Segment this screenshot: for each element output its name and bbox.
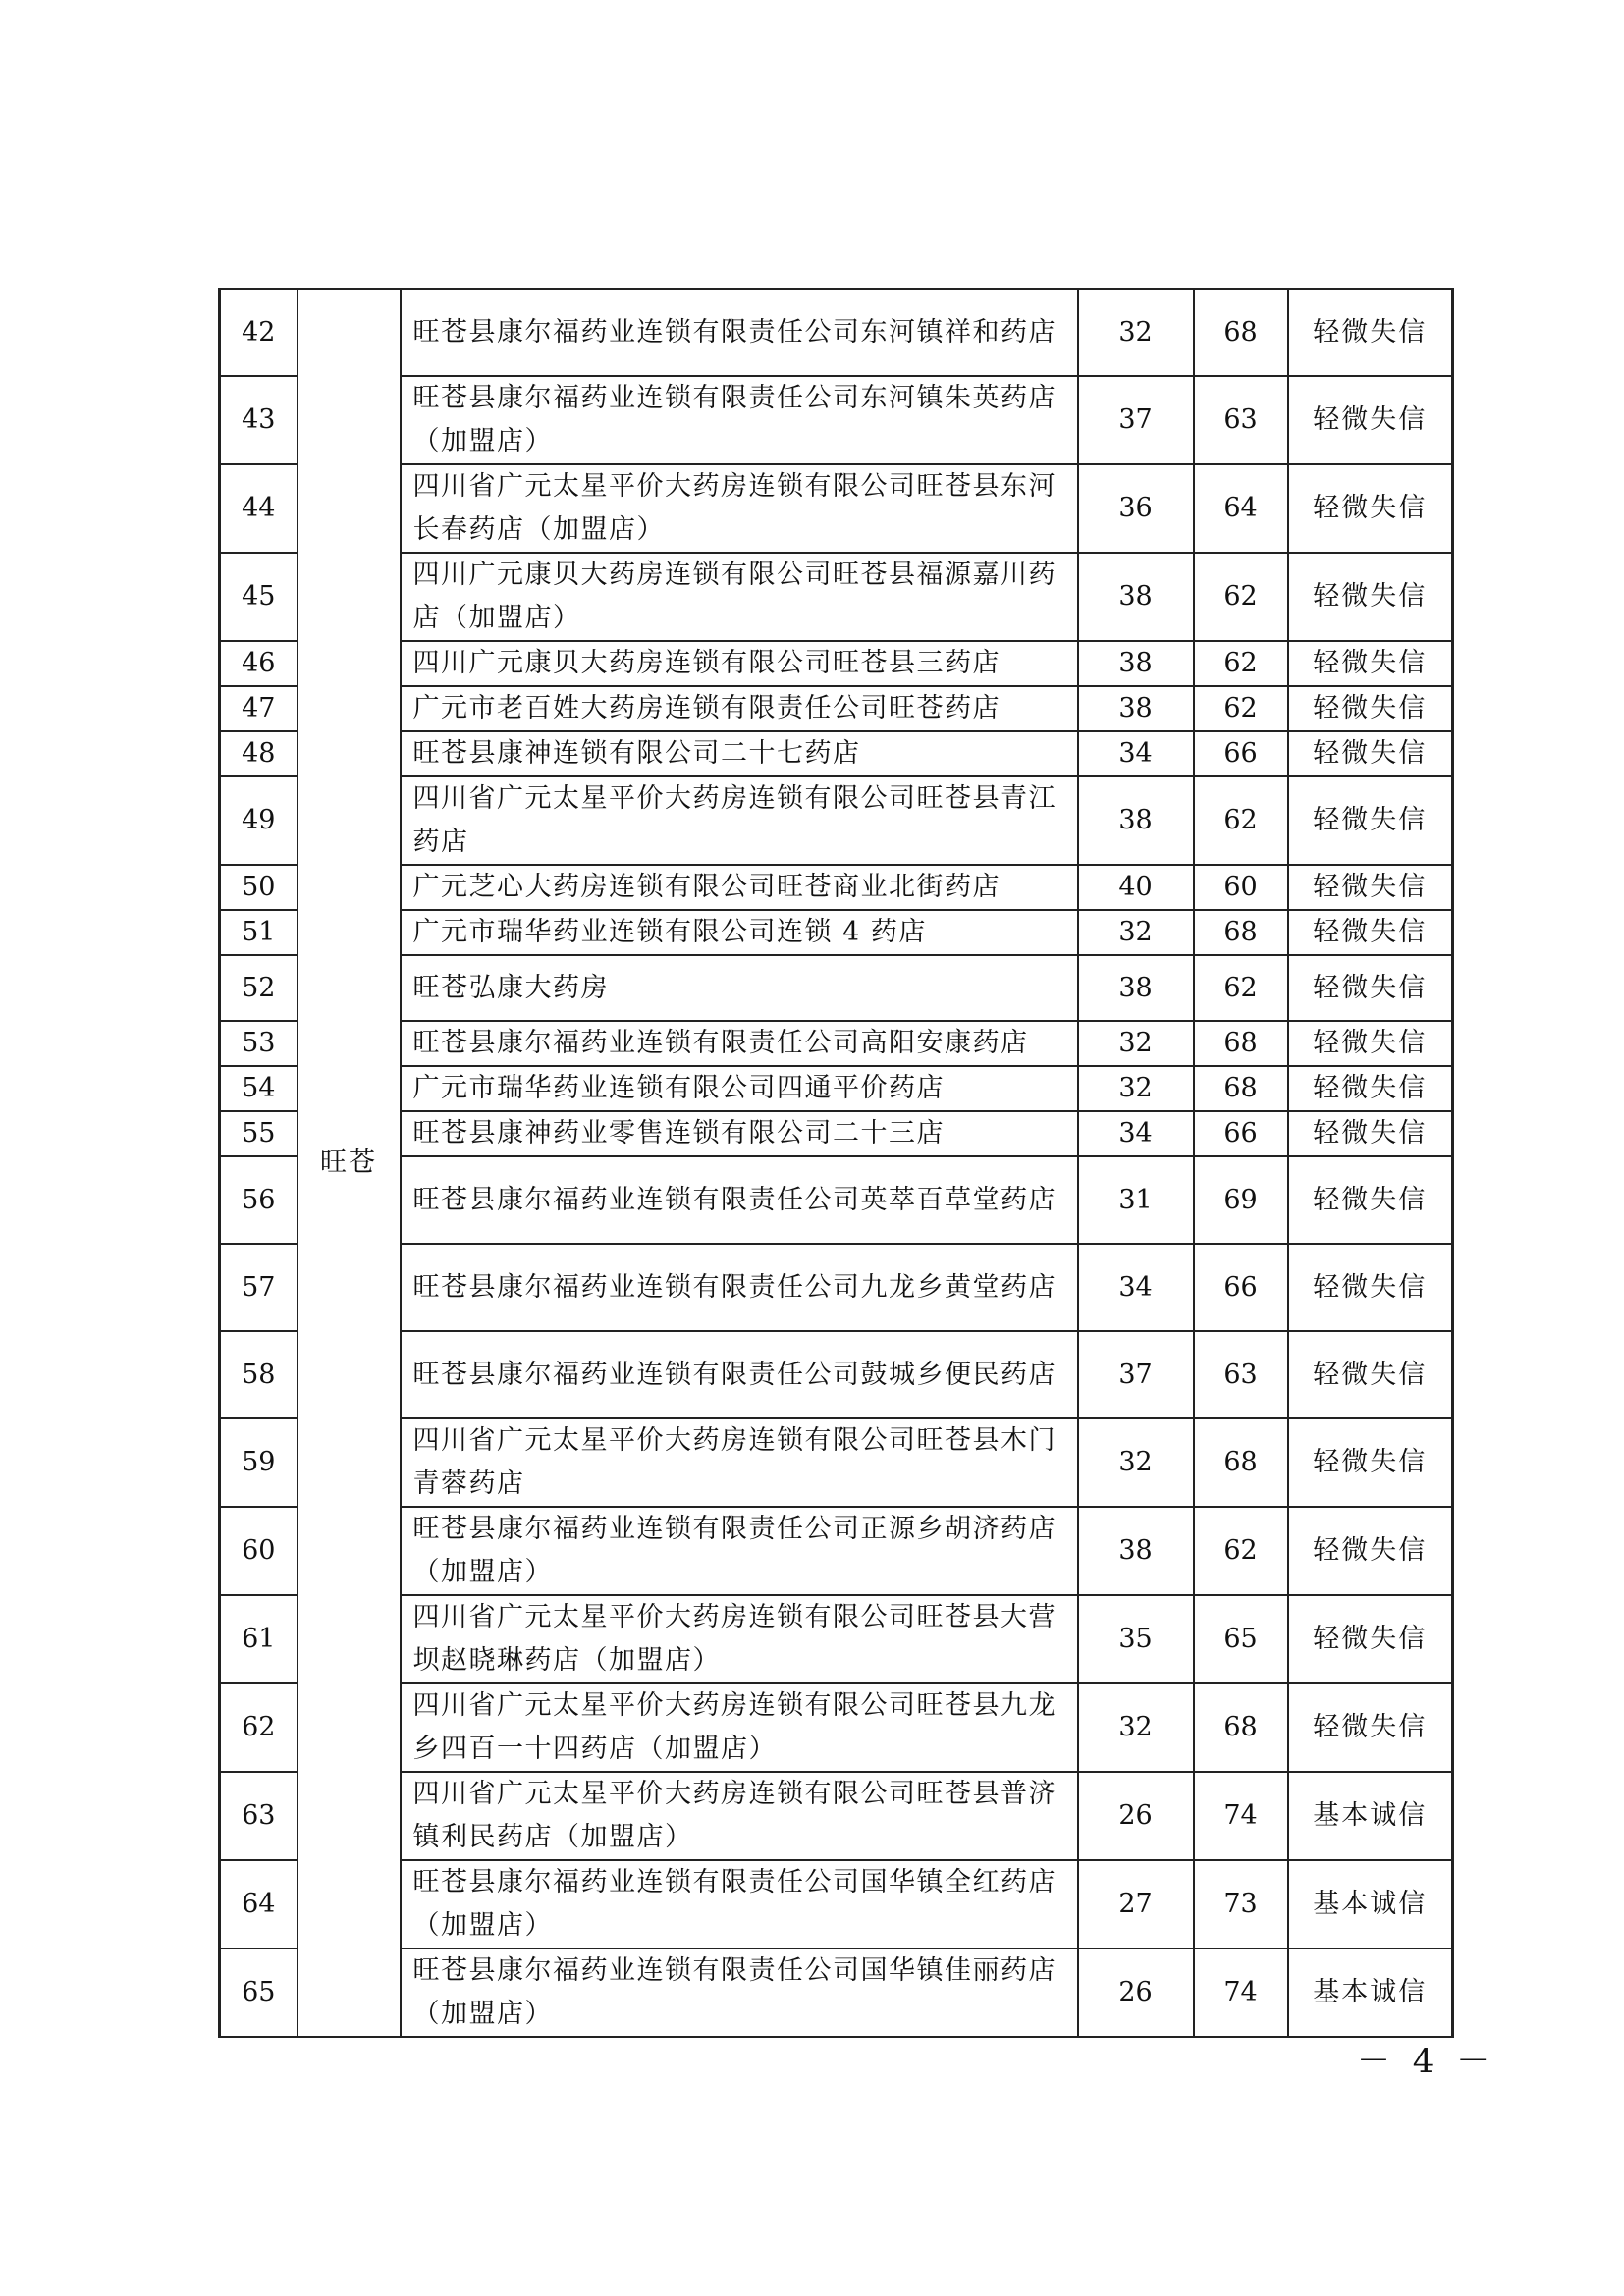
table-row <box>220 1066 1453 1111</box>
table-row <box>220 1595 1453 1683</box>
pharmacy-name: 四川广元康贝大药房连锁有限公司旺苍县三药店 <box>401 641 1078 686</box>
pharmacy-name: 四川省广元太星平价大药房连锁有限公司旺苍县普济镇利民药店（加盟店） <box>401 1772 1078 1860</box>
score-a: 38 <box>1078 641 1194 686</box>
table-row <box>220 1331 1453 1418</box>
table-row <box>220 1021 1453 1066</box>
score-a: 32 <box>1078 910 1194 955</box>
score-b: 62 <box>1194 553 1288 641</box>
pharmacy-name: 广元市老百姓大药房连锁有限责任公司旺苍药店 <box>401 686 1078 731</box>
table-row <box>220 1156 1453 1244</box>
pharmacy-name: 旺苍县康尔福药业连锁有限责任公司国华镇佳丽药店（加盟店） <box>401 1949 1078 2037</box>
credit-level: 轻微失信 <box>1288 376 1453 464</box>
score-a: 32 <box>1078 1418 1194 1507</box>
pharmacy-name: 旺苍弘康大药房 <box>401 955 1078 1021</box>
score-b: 68 <box>1194 1066 1288 1111</box>
score-b: 65 <box>1194 1595 1288 1683</box>
score-b: 62 <box>1194 641 1288 686</box>
row-number: 63 <box>220 1772 298 1860</box>
score-b: 66 <box>1194 1244 1288 1331</box>
score-b: 68 <box>1194 910 1288 955</box>
row-number: 57 <box>220 1244 298 1331</box>
pharmacy-name: 旺苍县康尔福药业连锁有限责任公司英萃百草堂药店 <box>401 1156 1078 1244</box>
pharmacy-name: 旺苍县康神连锁有限公司二十七药店 <box>401 731 1078 776</box>
score-a: 35 <box>1078 1595 1194 1683</box>
score-a: 37 <box>1078 376 1194 464</box>
credit-level: 轻微失信 <box>1288 1507 1453 1595</box>
row-number: 65 <box>220 1949 298 2037</box>
score-a: 32 <box>1078 289 1194 376</box>
row-number: 51 <box>220 910 298 955</box>
row-number: 48 <box>220 731 298 776</box>
score-a: 36 <box>1078 464 1194 553</box>
table-row <box>220 376 1453 464</box>
row-number: 50 <box>220 865 298 910</box>
score-a: 26 <box>1078 1949 1194 2037</box>
row-number: 59 <box>220 1418 298 1507</box>
credit-level: 轻微失信 <box>1288 776 1453 865</box>
score-b: 66 <box>1194 1111 1288 1156</box>
score-a: 27 <box>1078 1860 1194 1949</box>
pharmacy-name: 旺苍县康尔福药业连锁有限责任公司高阳安康药店 <box>401 1021 1078 1066</box>
row-number: 56 <box>220 1156 298 1244</box>
credit-level: 轻微失信 <box>1288 553 1453 641</box>
score-a: 38 <box>1078 686 1194 731</box>
score-b: 64 <box>1194 464 1288 553</box>
credit-level: 轻微失信 <box>1288 731 1453 776</box>
score-b: 68 <box>1194 1021 1288 1066</box>
pharmacy-name: 四川广元康贝大药房连锁有限公司旺苍县福源嘉川药店（加盟店） <box>401 553 1078 641</box>
table-row <box>220 1111 1453 1156</box>
row-number: 46 <box>220 641 298 686</box>
credit-level: 轻微失信 <box>1288 1244 1453 1331</box>
table-row <box>220 1772 1453 1860</box>
credit-level: 基本诚信 <box>1288 1772 1453 1860</box>
score-b: 63 <box>1194 1331 1288 1418</box>
row-number: 61 <box>220 1595 298 1683</box>
score-b: 62 <box>1194 776 1288 865</box>
score-b: 74 <box>1194 1772 1288 1860</box>
pharmacy-name: 四川省广元太星平价大药房连锁有限公司旺苍县青江药店 <box>401 776 1078 865</box>
table-row <box>220 553 1453 641</box>
table-row <box>220 289 1453 376</box>
credit-level: 轻微失信 <box>1288 1111 1453 1156</box>
credit-rating-table <box>218 288 1454 2038</box>
score-a: 34 <box>1078 731 1194 776</box>
table-row <box>220 731 1453 776</box>
credit-level: 轻微失信 <box>1288 1066 1453 1111</box>
score-b: 68 <box>1194 1683 1288 1772</box>
row-number: 43 <box>220 376 298 464</box>
score-b: 74 <box>1194 1949 1288 2037</box>
score-a: 38 <box>1078 553 1194 641</box>
pharmacy-name: 旺苍县康尔福药业连锁有限责任公司正源乡胡济药店（加盟店） <box>401 1507 1078 1595</box>
score-b: 68 <box>1194 289 1288 376</box>
table-row <box>220 1507 1453 1595</box>
row-number: 64 <box>220 1860 298 1949</box>
credit-level: 轻微失信 <box>1288 641 1453 686</box>
row-number: 60 <box>220 1507 298 1595</box>
credit-level: 轻微失信 <box>1288 1595 1453 1683</box>
score-b: 62 <box>1194 1507 1288 1595</box>
table-row <box>220 1683 1453 1772</box>
page-number: － 4 － <box>1357 2042 1496 2081</box>
score-a: 37 <box>1078 1331 1194 1418</box>
pharmacy-name: 四川省广元太星平价大药房连锁有限公司旺苍县大营坝赵晓琳药店（加盟店） <box>401 1595 1078 1683</box>
credit-level: 基本诚信 <box>1288 1860 1453 1949</box>
region-cell: 旺苍 <box>298 289 401 2037</box>
score-a: 32 <box>1078 1066 1194 1111</box>
score-b: 62 <box>1194 686 1288 731</box>
pharmacy-name: 旺苍县康尔福药业连锁有限责任公司东河镇祥和药店 <box>401 289 1078 376</box>
table-row <box>220 1860 1453 1949</box>
row-number: 44 <box>220 464 298 553</box>
credit-level: 轻微失信 <box>1288 464 1453 553</box>
pharmacy-name: 旺苍县康尔福药业连锁有限责任公司东河镇朱英药店（加盟店） <box>401 376 1078 464</box>
credit-level: 轻微失信 <box>1288 1331 1453 1418</box>
score-a: 26 <box>1078 1772 1194 1860</box>
score-b: 68 <box>1194 1418 1288 1507</box>
table-row <box>220 955 1453 1021</box>
row-number: 42 <box>220 289 298 376</box>
credit-level: 轻微失信 <box>1288 289 1453 376</box>
credit-level: 轻微失信 <box>1288 1156 1453 1244</box>
row-number: 49 <box>220 776 298 865</box>
score-a: 32 <box>1078 1021 1194 1066</box>
pharmacy-name: 四川省广元太星平价大药房连锁有限公司旺苍县九龙乡四百一十四药店（加盟店） <box>401 1683 1078 1772</box>
table-row <box>220 865 1453 910</box>
row-number: 58 <box>220 1331 298 1418</box>
pharmacy-name: 广元芝心大药房连锁有限公司旺苍商业北街药店 <box>401 865 1078 910</box>
pharmacy-name: 广元市瑞华药业连锁有限公司连锁 4 药店 <box>401 910 1078 955</box>
score-b: 63 <box>1194 376 1288 464</box>
pharmacy-name: 四川省广元太星平价大药房连锁有限公司旺苍县木门青蓉药店 <box>401 1418 1078 1507</box>
pharmacy-name: 旺苍县康尔福药业连锁有限责任公司九龙乡黄堂药店 <box>401 1244 1078 1331</box>
score-a: 38 <box>1078 955 1194 1021</box>
pharmacy-name: 旺苍县康尔福药业连锁有限责任公司国华镇全红药店（加盟店） <box>401 1860 1078 1949</box>
score-a: 34 <box>1078 1111 1194 1156</box>
score-b: 66 <box>1194 731 1288 776</box>
credit-level: 基本诚信 <box>1288 1949 1453 2037</box>
credit-level: 轻微失信 <box>1288 686 1453 731</box>
score-a: 38 <box>1078 776 1194 865</box>
row-number: 53 <box>220 1021 298 1066</box>
table-row <box>220 641 1453 686</box>
score-b: 62 <box>1194 955 1288 1021</box>
credit-level: 轻微失信 <box>1288 1021 1453 1066</box>
score-b: 60 <box>1194 865 1288 910</box>
table-row <box>220 464 1453 553</box>
row-number: 55 <box>220 1111 298 1156</box>
table-row <box>220 1418 1453 1507</box>
credit-level: 轻微失信 <box>1288 1683 1453 1772</box>
row-number: 45 <box>220 553 298 641</box>
score-a: 38 <box>1078 1507 1194 1595</box>
row-number: 47 <box>220 686 298 731</box>
table-row <box>220 686 1453 731</box>
pharmacy-name: 旺苍县康神药业零售连锁有限公司二十三店 <box>401 1111 1078 1156</box>
table-row <box>220 776 1453 865</box>
score-a: 31 <box>1078 1156 1194 1244</box>
row-number: 52 <box>220 955 298 1021</box>
table-row <box>220 910 1453 955</box>
credit-level: 轻微失信 <box>1288 910 1453 955</box>
score-a: 40 <box>1078 865 1194 910</box>
table-row <box>220 1949 1453 2037</box>
score-b: 73 <box>1194 1860 1288 1949</box>
credit-level: 轻微失信 <box>1288 1418 1453 1507</box>
pharmacy-name: 旺苍县康尔福药业连锁有限责任公司鼓城乡便民药店 <box>401 1331 1078 1418</box>
score-b: 69 <box>1194 1156 1288 1244</box>
row-number: 54 <box>220 1066 298 1111</box>
table-row <box>220 1244 1453 1331</box>
score-a: 32 <box>1078 1683 1194 1772</box>
credit-level: 轻微失信 <box>1288 955 1453 1021</box>
score-a: 34 <box>1078 1244 1194 1331</box>
pharmacy-name: 广元市瑞华药业连锁有限公司四通平价药店 <box>401 1066 1078 1111</box>
row-number: 62 <box>220 1683 298 1772</box>
credit-level: 轻微失信 <box>1288 865 1453 910</box>
pharmacy-name: 四川省广元太星平价大药房连锁有限公司旺苍县东河长春药店（加盟店） <box>401 464 1078 553</box>
